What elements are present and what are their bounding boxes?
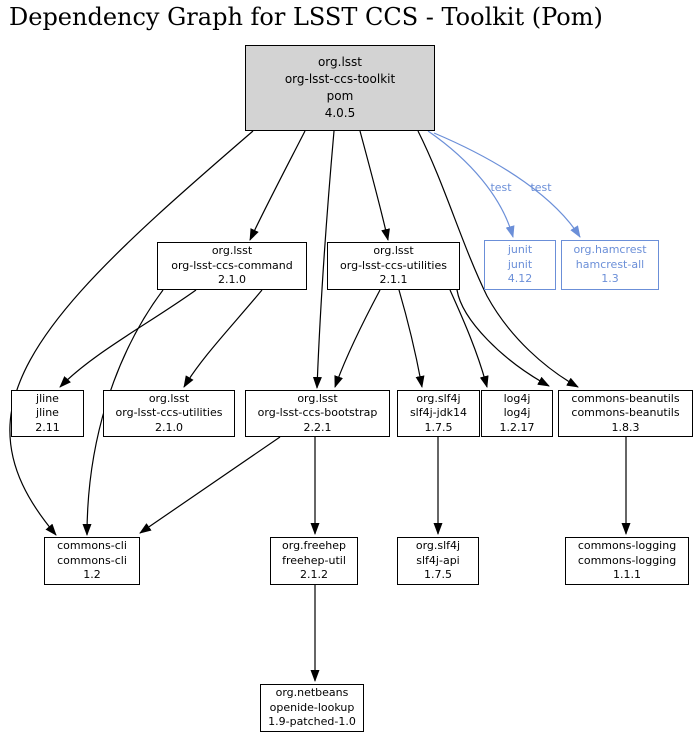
node-commons-beanutils-line-2: 1.8.3 [611, 420, 640, 434]
node-utilities-2.1.1[interactable] [327, 242, 460, 290]
node-openide-lookup-line-1: openide-lookup [269, 700, 355, 714]
node-commons-cli-line-1: commons-cli [57, 553, 127, 567]
node-commons-logging-line-1: commons-logging [577, 553, 677, 567]
node-openide-lookup[interactable] [260, 684, 364, 732]
node-jline-line-0: jline [36, 391, 59, 405]
node-hamcrest-all-line-0: org.hamcrest [573, 243, 647, 257]
node-freehep-util-line-1: freehep-util [282, 553, 346, 567]
node-junit-line-0: junit [507, 243, 533, 257]
node-jline[interactable] [11, 390, 84, 437]
node-toolkit-line-3: 4.0.5 [324, 106, 356, 121]
node-commons-logging[interactable] [565, 537, 689, 585]
node-hamcrest-all[interactable] [561, 240, 659, 290]
edge-label-toolkit-hamcrest-all: test [530, 181, 552, 194]
node-utilities-2.1.0-line-1: org-lsst-ccs-utilities [115, 406, 223, 420]
edge-toolkit-utilities-2.1.1 [360, 131, 388, 240]
node-hamcrest-all-line-1: hamcrest-all [575, 257, 645, 271]
node-toolkit-line-0: org.lsst [317, 54, 363, 69]
node-freehep-util[interactable] [270, 537, 358, 585]
node-jline-line-2: 2.11 [35, 420, 60, 434]
node-utilities-2.1.0-line-2: 2.1.0 [155, 420, 183, 434]
node-commons-logging-line-0: commons-logging [577, 539, 677, 553]
node-log4j[interactable] [481, 390, 553, 437]
node-slf4j-api[interactable] [397, 537, 479, 585]
node-junit-line-1: junit [507, 257, 533, 271]
node-bootstrap-line-2: 2.2.1 [303, 420, 332, 434]
node-bootstrap[interactable] [245, 390, 390, 437]
node-log4j-line-2: 1.2.17 [499, 420, 535, 434]
node-freehep-util-line-0: org.freehep [282, 539, 346, 553]
node-slf4j-jdk14-line-1: slf4j-jdk14 [409, 406, 468, 420]
node-command-line-1: org-lsst-ccs-command [171, 258, 293, 272]
node-openide-lookup-line-0: org.netbeans [275, 686, 349, 700]
node-commons-beanutils-line-0: commons-beanutils [571, 391, 680, 405]
node-toolkit-line-2: pom [326, 89, 354, 103]
node-commons-cli-line-0: commons-cli [57, 539, 127, 553]
node-junit-line-2: 4.12 [507, 272, 533, 286]
node-commons-cli[interactable] [44, 537, 140, 585]
node-utilities-2.1.1-line-0: org.lsst [373, 244, 414, 258]
node-bootstrap-line-0: org.lsst [297, 391, 338, 405]
node-log4j-line-0: log4j [503, 391, 531, 405]
node-command[interactable] [157, 242, 307, 290]
node-slf4j-jdk14[interactable] [397, 390, 480, 437]
edge-command-utilities-2.1.0 [184, 290, 262, 387]
node-openide-lookup-line-2: 1.9-patched-1.0 [268, 715, 356, 729]
node-toolkit[interactable] [245, 45, 435, 131]
node-hamcrest-all-line-2: 1.3 [601, 272, 619, 286]
node-bootstrap-line-1: org-lsst-ccs-bootstrap [257, 406, 378, 420]
node-slf4j-api-line-1: slf4j-api [416, 553, 460, 567]
node-commons-beanutils[interactable] [558, 390, 693, 437]
node-commons-beanutils-line-1: commons-beanutils [571, 406, 680, 420]
node-toolkit-line-1: org-lsst-ccs-toolkit [284, 71, 396, 86]
edge-toolkit-command [250, 131, 305, 240]
node-command-line-0: org.lsst [211, 244, 253, 258]
node-utilities-2.1.0[interactable] [103, 390, 235, 437]
edge-utilities-2.1.1-bootstrap [335, 290, 380, 387]
node-utilities-2.1.1-line-1: org-lsst-ccs-utilities [340, 258, 447, 272]
node-jline-line-1: jline [36, 406, 59, 420]
graph-title: Dependency Graph for LSST CCS - Toolkit (Pom) [9, 3, 603, 31]
node-junit[interactable] [484, 240, 556, 290]
node-slf4j-api-line-0: org.slf4j [415, 539, 461, 553]
node-slf4j-jdk14-line-2: 1.7.5 [424, 420, 453, 434]
node-commons-logging-line-2: 1.1.1 [613, 568, 641, 582]
node-command-line-2: 2.1.0 [218, 273, 246, 287]
edge-command-jline [60, 290, 196, 387]
edge-bootstrap-commons-cli [140, 437, 280, 533]
node-log4j-line-1: log4j [503, 406, 531, 420]
node-utilities-2.1.1-line-2: 2.1.1 [379, 273, 408, 287]
node-slf4j-api-line-2: 1.7.5 [424, 568, 452, 582]
edge-label-toolkit-junit: test [490, 181, 512, 194]
node-commons-cli-line-2: 1.2 [83, 568, 101, 582]
edge-utilities-2.1.1-log4j [450, 290, 487, 387]
node-freehep-util-line-2: 2.1.2 [300, 568, 328, 582]
node-slf4j-jdk14-line-0: org.slf4j [416, 391, 461, 405]
node-utilities-2.1.0-line-0: org.lsst [148, 391, 190, 405]
edge-utilities-2.1.1-slf4j-jdk14 [399, 290, 422, 387]
